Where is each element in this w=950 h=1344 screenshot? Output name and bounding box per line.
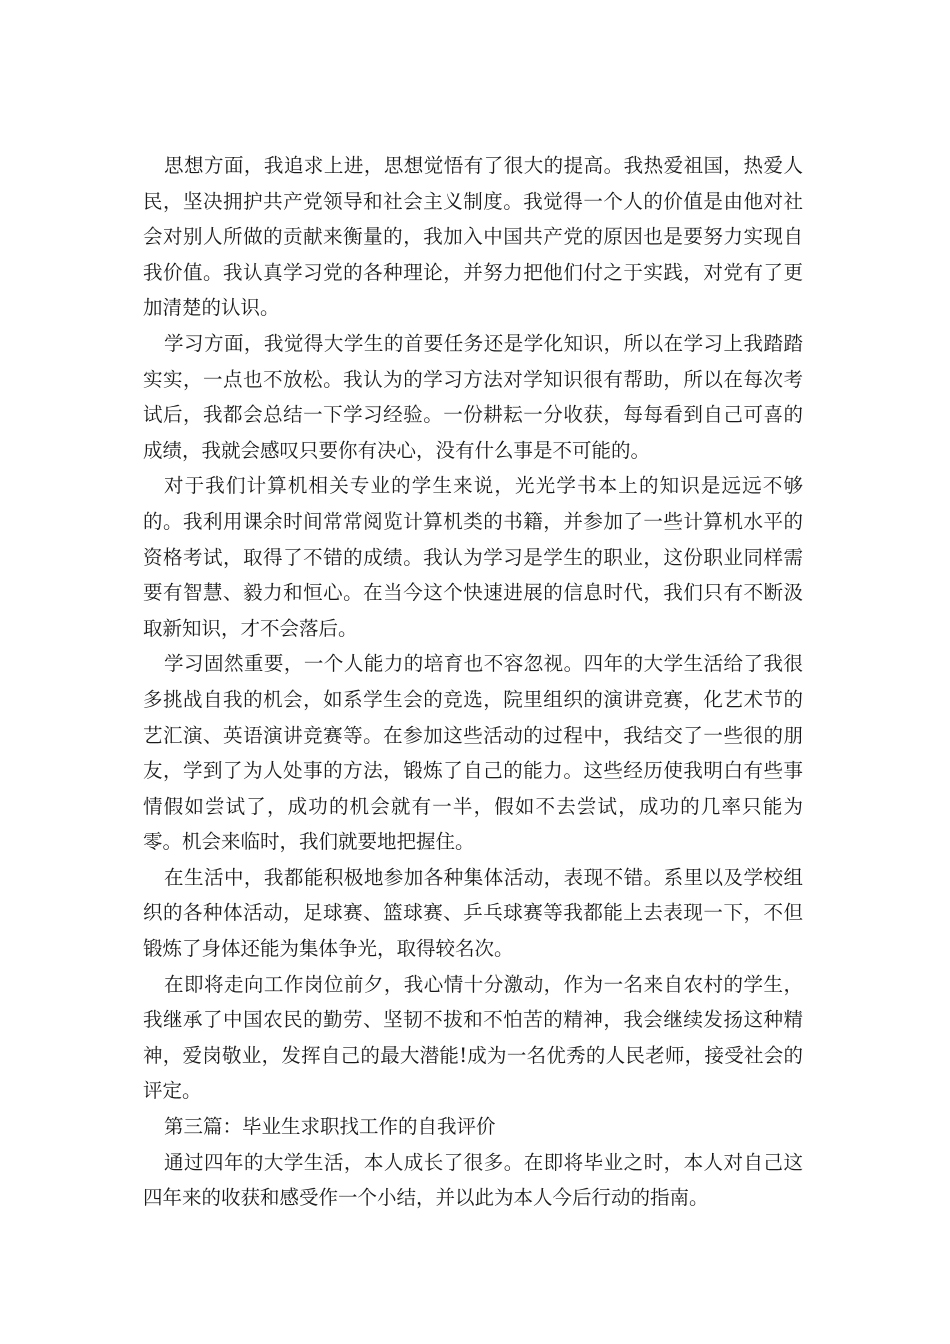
paragraph-computer-major: 对于我们计算机相关专业的学生来说，光光学书本上的知识是远远不够的。我利用课余时间常常阅览计算机类的书籍，并参加了一些计算机水平的资格考试，取得了不错的成绩。我认为学习是学生的职业，这份职业同样需要有智慧、毅力和恒心。在当今这个快速进展的信息时代，我们只有不断汲取新知识，才不会落后。 [143,474,803,640]
document-body [143,148,803,1216]
section-heading: 第三篇：毕业生求职找工作的自我评价 [164,1115,496,1139]
paragraph-ideology: 思想方面，我追求上进，思想觉悟有了很大的提高。我热爱祖国，热爱人民，坚决拥护共产党领导和社会主义制度。我觉得一个人的价值是由他对社会对别人所做的贡献来衡量的，我加入中国共产党的原因也是要努力实现自我价值。我认真学习党的各种理论，并努力把他们付之于实践，对党有了更加清楚的认识。 [143,154,803,320]
paragraph-ability: 学习固然重要，一个人能力的培育也不容忽视。四年的大学生活给了我很多挑战自我的机会，如系学生会的竞选，院里组织的演讲竞赛，化艺术节的艺汇演、英语演讲竞赛等。在参加这些活动的过程中，我结交了一些很的朋友，学到了为人处事的方法，锻炼了自己的能力。这些经历使我明白有些事情假如尝试了，成功的机会就有一半，假如不去尝试，成功的几率只能为零。机会来临时，我们就要地把握住。 [143,652,803,854]
paragraph-closing: 通过四年的大学生活，本人成长了很多。在即将毕业之时，本人对自己这四年来的收获和感受作一个小结，并以此为本人今后行动的指南。 [143,1150,803,1210]
paragraph-study: 学习方面，我觉得大学生的首要任务还是学化知识，所以在学习上我踏踏实实，一点也不放松。我认为的学习方法对学知识很有帮助，所以在每次考试后，我都会总结一下学习经验。一份耕耘一分收获，每每看到自己可喜的成绩，我就会感叹只要你有决心，没有什么事是不可能的。 [143,331,803,462]
paragraph-life: 在生活中，我都能积极地参加各种集体活动，表现不错。系里以及学校组织的各种体活动，足球赛、篮球赛、乒乓球赛等我都能上去表现一下，不但锻炼了身体还能为集体争光，取得较名次。 [143,865,803,961]
paragraph-work-eve: 在即将走向工作岗位前夕，我心情十分激动，作为一名来自农村的学生，我继承了中国农民的勤劳、坚韧不拔和不怕苦的精神，我会继续发扬这种精神，爱岗敬业，发挥自己的最大潜能!成为一名优秀的人民老师，接受社会的评定。 [143,972,803,1103]
